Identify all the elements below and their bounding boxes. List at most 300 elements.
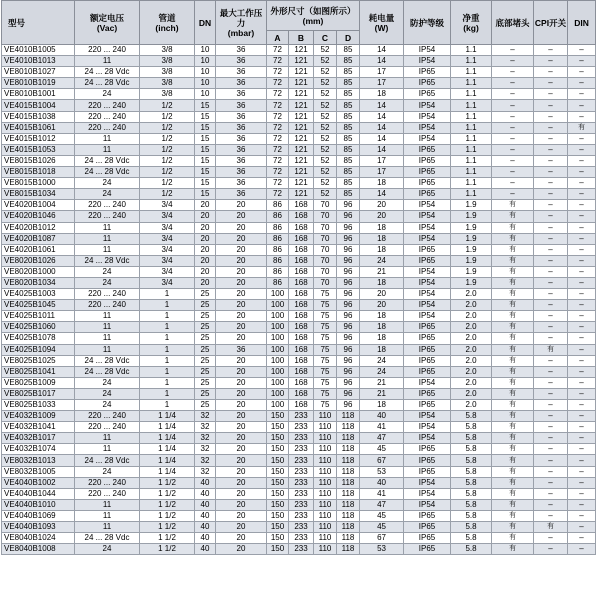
header-power-label: 耗电量 <box>368 12 395 23</box>
cell-dim-c: 75 <box>314 333 337 344</box>
table-row <box>2 311 596 322</box>
cell-protection: IP65 <box>404 189 451 200</box>
cell-protection: IP54 <box>404 311 451 322</box>
cell-cpi: 有 <box>534 344 568 355</box>
cell-cpi: – <box>534 411 568 422</box>
cell-power: 18 <box>360 222 404 233</box>
cell-power: 20 <box>360 289 404 300</box>
cell-model: VE4015B1012 <box>2 133 75 144</box>
cell-dim-d: 85 <box>337 56 360 67</box>
cell-pressure: 20 <box>216 300 267 311</box>
cell-dim-a: 100 <box>267 355 289 366</box>
cell-dim-d: 118 <box>337 411 360 422</box>
cell-dim-d: 118 <box>337 477 360 488</box>
cell-voltage: 24 <box>75 89 140 100</box>
table-row <box>2 67 596 78</box>
cell-dim-d: 85 <box>337 178 360 189</box>
cell-pipe: 1/2 <box>140 133 195 144</box>
cell-pipe: 1/2 <box>140 144 195 155</box>
table-row <box>2 366 596 377</box>
cell-dim-c: 52 <box>314 178 337 189</box>
cell-protection: IP65 <box>404 144 451 155</box>
cell-model: VE4040B1093 <box>2 522 75 533</box>
cell-dim-a: 150 <box>267 533 289 544</box>
cell-model: VE4032B1041 <box>2 422 75 433</box>
cell-dn: 25 <box>195 311 216 322</box>
cell-dim-b: 121 <box>289 155 314 166</box>
cell-dim-a: 150 <box>267 433 289 444</box>
cell-cpi: – <box>534 311 568 322</box>
cell-cpi: – <box>534 544 568 555</box>
cell-pipe: 3/8 <box>140 67 195 78</box>
cell-pressure: 20 <box>216 522 267 533</box>
cell-power: 20 <box>360 300 404 311</box>
cell-dim-d: 96 <box>337 255 360 266</box>
cell-power: 14 <box>360 100 404 111</box>
cell-plug: 有 <box>492 488 534 499</box>
cell-plug: 有 <box>492 455 534 466</box>
cell-protection: IP54 <box>404 488 451 499</box>
cell-voltage: 24 ... 28 Vdc <box>75 155 140 166</box>
header-weight-label: 净重 <box>462 12 480 23</box>
cell-dn: 10 <box>195 45 216 56</box>
cell-pipe: 1/2 <box>140 122 195 133</box>
cell-plug: – <box>492 78 534 89</box>
cell-cpi: – <box>534 200 568 211</box>
cell-dim-c: 75 <box>314 322 337 333</box>
cell-model: VE8010B1001 <box>2 89 75 100</box>
cell-pipe: 1/2 <box>140 100 195 111</box>
cell-din: – <box>568 78 596 89</box>
table-row <box>2 300 596 311</box>
cell-dim-b: 121 <box>289 167 314 178</box>
cell-dim-d: 96 <box>337 289 360 300</box>
cell-pipe: 3/8 <box>140 78 195 89</box>
cell-pressure: 20 <box>216 289 267 300</box>
cell-protection: IP54 <box>404 122 451 133</box>
cell-voltage: 24 ... 28 Vdc <box>75 78 140 89</box>
cell-power: 45 <box>360 510 404 521</box>
cell-plug: – <box>492 111 534 122</box>
cell-voltage: 11 <box>75 311 140 322</box>
cell-model: VE8015B1026 <box>2 155 75 166</box>
cell-dim-c: 52 <box>314 189 337 200</box>
cell-protection: IP65 <box>404 89 451 100</box>
cell-model: VE4040B1002 <box>2 477 75 488</box>
cell-weight: 2.0 <box>451 400 492 411</box>
cell-model: VE8040B1024 <box>2 533 75 544</box>
header-cpi: CPI开关 <box>534 1 568 45</box>
cell-voltage: 220 ... 240 <box>75 488 140 499</box>
cell-dim-d: 85 <box>337 133 360 144</box>
cell-protection: IP65 <box>404 344 451 355</box>
cell-power: 24 <box>360 366 404 377</box>
cell-model: VE4010B1005 <box>2 45 75 56</box>
cell-pressure: 20 <box>216 200 267 211</box>
cell-voltage: 11 <box>75 510 140 521</box>
table-row <box>2 133 596 144</box>
cell-pipe: 3/4 <box>140 244 195 255</box>
cell-dim-a: 86 <box>267 266 289 277</box>
cell-cpi: – <box>534 422 568 433</box>
cell-protection: IP54 <box>404 289 451 300</box>
cell-power: 45 <box>360 522 404 533</box>
cell-pressure: 36 <box>216 122 267 133</box>
cell-dim-a: 100 <box>267 344 289 355</box>
cell-voltage: 24 <box>75 266 140 277</box>
cell-dim-a: 100 <box>267 300 289 311</box>
header-dim-a: A <box>267 31 289 45</box>
cell-dim-b: 121 <box>289 144 314 155</box>
cell-pressure: 36 <box>216 111 267 122</box>
cell-voltage: 220 ... 240 <box>75 122 140 133</box>
cell-dim-b: 121 <box>289 178 314 189</box>
cell-dim-b: 121 <box>289 45 314 56</box>
cell-dim-d: 96 <box>337 222 360 233</box>
header-dimensions-unit: (mm) <box>302 15 324 26</box>
cell-dn: 40 <box>195 477 216 488</box>
cell-voltage: 220 ... 240 <box>75 200 140 211</box>
cell-din: – <box>568 411 596 422</box>
cell-dim-c: 52 <box>314 111 337 122</box>
cell-pipe: 1 1/4 <box>140 455 195 466</box>
cell-dim-c: 52 <box>314 78 337 89</box>
header-dim-b: B <box>289 31 314 45</box>
cell-dn: 15 <box>195 155 216 166</box>
cell-dim-c: 75 <box>314 400 337 411</box>
cell-dim-b: 168 <box>289 355 314 366</box>
cell-cpi: – <box>534 388 568 399</box>
cell-weight: 2.0 <box>451 311 492 322</box>
cell-dim-d: 96 <box>337 355 360 366</box>
cell-dim-c: 75 <box>314 300 337 311</box>
cell-dim-b: 168 <box>289 377 314 388</box>
cell-dn: 40 <box>195 544 216 555</box>
cell-dim-b: 233 <box>289 544 314 555</box>
cell-dim-a: 100 <box>267 366 289 377</box>
table-row <box>2 466 596 477</box>
table-row <box>2 111 596 122</box>
cell-dim-c: 110 <box>314 522 337 533</box>
cell-weight: 2.0 <box>451 289 492 300</box>
cell-pressure: 20 <box>216 355 267 366</box>
cell-dn: 40 <box>195 510 216 521</box>
cell-plug: 有 <box>492 522 534 533</box>
cell-dim-c: 110 <box>314 477 337 488</box>
cell-din: – <box>568 400 596 411</box>
cell-pipe: 1 <box>140 388 195 399</box>
cell-protection: IP65 <box>404 78 451 89</box>
cell-model: VE4020B1061 <box>2 244 75 255</box>
table-body <box>2 45 596 555</box>
cell-cpi: – <box>534 499 568 510</box>
cell-weight: 1.1 <box>451 122 492 133</box>
cell-pipe: 1/2 <box>140 178 195 189</box>
cell-voltage: 24 <box>75 544 140 555</box>
cell-dim-c: 52 <box>314 45 337 56</box>
cell-model: VE8020B1034 <box>2 277 75 288</box>
cell-voltage: 220 ... 240 <box>75 45 140 56</box>
cell-weight: 5.8 <box>451 499 492 510</box>
cell-protection: IP54 <box>404 111 451 122</box>
cell-dim-b: 233 <box>289 422 314 433</box>
cell-pressure: 36 <box>216 189 267 200</box>
cell-pressure: 20 <box>216 400 267 411</box>
cell-cpi: – <box>534 433 568 444</box>
cell-pipe: 3/4 <box>140 200 195 211</box>
cell-power: 47 <box>360 499 404 510</box>
table-row <box>2 222 596 233</box>
cell-pressure: 36 <box>216 78 267 89</box>
cell-pipe: 1 1/4 <box>140 411 195 422</box>
cell-dim-d: 85 <box>337 100 360 111</box>
cell-pressure: 20 <box>216 377 267 388</box>
cell-cpi: – <box>534 78 568 89</box>
cell-dim-b: 233 <box>289 499 314 510</box>
cell-pipe: 1 <box>140 400 195 411</box>
cell-weight: 5.8 <box>451 533 492 544</box>
cell-protection: IP65 <box>404 533 451 544</box>
cell-model: VE8015B1018 <box>2 167 75 178</box>
cell-dn: 20 <box>195 200 216 211</box>
cell-dim-c: 52 <box>314 133 337 144</box>
header-power <box>360 1 404 45</box>
table-row <box>2 167 596 178</box>
cell-dim-a: 150 <box>267 444 289 455</box>
cell-pipe: 1/2 <box>140 167 195 178</box>
cell-pressure: 36 <box>216 155 267 166</box>
cell-dim-a: 100 <box>267 289 289 300</box>
cell-voltage: 24 <box>75 388 140 399</box>
cell-pressure: 36 <box>216 45 267 56</box>
cell-protection: IP65 <box>404 244 451 255</box>
cell-pipe: 3/8 <box>140 56 195 67</box>
cell-cpi: – <box>534 255 568 266</box>
cell-dim-c: 110 <box>314 510 337 521</box>
cell-cpi: – <box>534 67 568 78</box>
cell-dim-a: 150 <box>267 544 289 555</box>
cell-weight: 5.8 <box>451 444 492 455</box>
cell-dim-d: 118 <box>337 510 360 521</box>
cell-dn: 10 <box>195 89 216 100</box>
cell-weight: 1.1 <box>451 144 492 155</box>
cell-dim-d: 96 <box>337 233 360 244</box>
cell-protection: IP54 <box>404 45 451 56</box>
cell-pressure: 20 <box>216 422 267 433</box>
cell-dim-b: 168 <box>289 200 314 211</box>
cell-dim-c: 70 <box>314 211 337 222</box>
cell-din: – <box>568 466 596 477</box>
cell-protection: IP65 <box>404 510 451 521</box>
cell-dim-c: 75 <box>314 388 337 399</box>
cell-dim-a: 86 <box>267 222 289 233</box>
cell-dn: 15 <box>195 178 216 189</box>
cell-plug: 有 <box>492 200 534 211</box>
cell-dim-c: 52 <box>314 167 337 178</box>
cell-protection: IP54 <box>404 266 451 277</box>
cell-dim-c: 110 <box>314 433 337 444</box>
cell-dim-b: 168 <box>289 211 314 222</box>
cell-protection: IP65 <box>404 366 451 377</box>
cell-dim-c: 70 <box>314 200 337 211</box>
cell-dim-a: 72 <box>267 100 289 111</box>
cell-power: 67 <box>360 455 404 466</box>
header-dimensions-label: 外形尺寸（如图所示） <box>270 5 356 16</box>
cell-voltage: 11 <box>75 444 140 455</box>
cell-protection: IP65 <box>404 388 451 399</box>
cell-power: 24 <box>360 255 404 266</box>
cell-din: – <box>568 289 596 300</box>
cell-dim-a: 150 <box>267 510 289 521</box>
header-dim-c: C <box>314 31 337 45</box>
cell-dim-d: 85 <box>337 67 360 78</box>
cell-power: 53 <box>360 544 404 555</box>
cell-voltage: 220 ... 240 <box>75 300 140 311</box>
cell-protection: IP54 <box>404 477 451 488</box>
cell-voltage: 220 ... 240 <box>75 411 140 422</box>
cell-cpi: – <box>534 155 568 166</box>
cell-dim-d: 118 <box>337 444 360 455</box>
cell-pressure: 20 <box>216 388 267 399</box>
cell-cpi: – <box>534 444 568 455</box>
cell-din: – <box>568 67 596 78</box>
cell-voltage: 24 ... 28 Vdc <box>75 167 140 178</box>
cell-protection: IP54 <box>404 211 451 222</box>
cell-din: – <box>568 499 596 510</box>
cell-dim-c: 110 <box>314 499 337 510</box>
cell-pipe: 1 <box>140 355 195 366</box>
header-protection: 防护等级 <box>404 1 451 45</box>
cell-dim-c: 70 <box>314 266 337 277</box>
cell-pressure: 20 <box>216 455 267 466</box>
cell-dn: 20 <box>195 255 216 266</box>
cell-voltage: 11 <box>75 144 140 155</box>
cell-cpi: – <box>534 244 568 255</box>
cell-voltage: 220 ... 240 <box>75 422 140 433</box>
header-power-unit: (W) <box>374 22 389 33</box>
cell-voltage: 11 <box>75 244 140 255</box>
cell-pressure: 20 <box>216 244 267 255</box>
cell-pressure: 20 <box>216 433 267 444</box>
cell-cpi: – <box>534 100 568 111</box>
cell-pipe: 1 1/4 <box>140 444 195 455</box>
cell-dn: 15 <box>195 133 216 144</box>
cell-dim-c: 110 <box>314 444 337 455</box>
cell-plug: 有 <box>492 377 534 388</box>
cell-power: 47 <box>360 433 404 444</box>
cell-dim-d: 96 <box>337 300 360 311</box>
header-weight <box>451 1 492 45</box>
cell-power: 18 <box>360 89 404 100</box>
cell-dim-d: 96 <box>337 366 360 377</box>
cell-dim-d: 118 <box>337 544 360 555</box>
cell-din: – <box>568 233 596 244</box>
cell-model: VE4020B1012 <box>2 222 75 233</box>
cell-dim-c: 110 <box>314 533 337 544</box>
cell-din: – <box>568 333 596 344</box>
cell-protection: IP65 <box>404 444 451 455</box>
cell-model: VE4010B1013 <box>2 56 75 67</box>
cell-power: 53 <box>360 466 404 477</box>
cell-pressure: 20 <box>216 211 267 222</box>
cell-dim-d: 96 <box>337 244 360 255</box>
cell-power: 18 <box>360 400 404 411</box>
cell-dn: 32 <box>195 455 216 466</box>
cell-dim-d: 85 <box>337 111 360 122</box>
table-row <box>2 388 596 399</box>
cell-protection: IP65 <box>404 455 451 466</box>
cell-pipe: 1 <box>140 311 195 322</box>
cell-model: VE4032B1009 <box>2 411 75 422</box>
cell-power: 18 <box>360 233 404 244</box>
cell-din: – <box>568 155 596 166</box>
cell-power: 14 <box>360 111 404 122</box>
cell-protection: IP65 <box>404 255 451 266</box>
cell-dim-b: 233 <box>289 533 314 544</box>
table-row <box>2 355 596 366</box>
cell-pressure: 20 <box>216 322 267 333</box>
cell-din: – <box>568 255 596 266</box>
cell-dim-d: 96 <box>337 344 360 355</box>
cell-pipe: 3/4 <box>140 211 195 222</box>
cell-voltage: 11 <box>75 56 140 67</box>
cell-din: – <box>568 477 596 488</box>
cell-pressure: 20 <box>216 266 267 277</box>
cell-dim-a: 100 <box>267 400 289 411</box>
cell-dim-b: 233 <box>289 477 314 488</box>
cell-dim-b: 168 <box>289 277 314 288</box>
table-row <box>2 544 596 555</box>
cell-dn: 25 <box>195 333 216 344</box>
cell-pressure: 36 <box>216 67 267 78</box>
table-row <box>2 289 596 300</box>
cell-pressure: 20 <box>216 366 267 377</box>
header-pressure-label: 最大工作压力 <box>219 7 263 28</box>
cell-model: VE8020B1000 <box>2 266 75 277</box>
cell-din: – <box>568 422 596 433</box>
cell-plug: 有 <box>492 477 534 488</box>
header-dn: DN <box>195 1 216 45</box>
cell-weight: 1.1 <box>451 111 492 122</box>
cell-model: VE4025B1094 <box>2 344 75 355</box>
cell-dn: 25 <box>195 355 216 366</box>
cell-din: – <box>568 189 596 200</box>
cell-pressure: 20 <box>216 233 267 244</box>
cell-model: VE8025B1033 <box>2 400 75 411</box>
cell-plug: 有 <box>492 366 534 377</box>
cell-voltage: 24 <box>75 277 140 288</box>
cell-model: VE8010B1027 <box>2 67 75 78</box>
cell-dim-c: 75 <box>314 355 337 366</box>
cell-weight: 5.8 <box>451 433 492 444</box>
cell-dn: 20 <box>195 233 216 244</box>
cell-dim-d: 85 <box>337 189 360 200</box>
cell-dim-a: 72 <box>267 167 289 178</box>
cell-voltage: 24 ... 28 Vdc <box>75 67 140 78</box>
cell-dn: 20 <box>195 277 216 288</box>
cell-dn: 15 <box>195 122 216 133</box>
table-row <box>2 433 596 444</box>
cell-din: – <box>568 388 596 399</box>
cell-dim-b: 168 <box>289 333 314 344</box>
table-row <box>2 522 596 533</box>
cell-dim-a: 72 <box>267 89 289 100</box>
cell-weight: 2.0 <box>451 300 492 311</box>
cell-dim-b: 168 <box>289 311 314 322</box>
cell-dim-b: 121 <box>289 189 314 200</box>
cell-plug: 有 <box>492 300 534 311</box>
cell-plug: – <box>492 178 534 189</box>
